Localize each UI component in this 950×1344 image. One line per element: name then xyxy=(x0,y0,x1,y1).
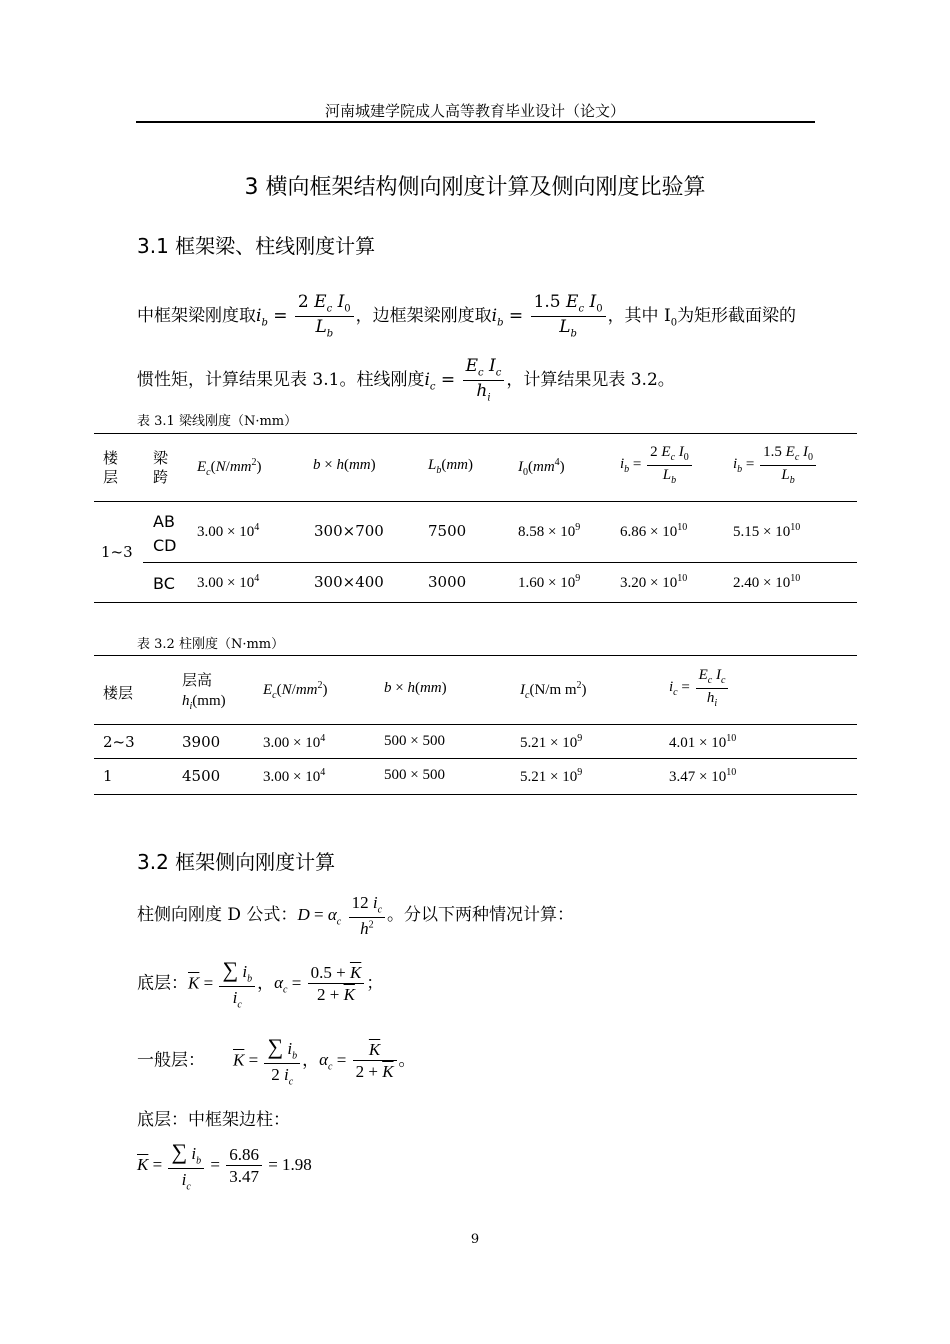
table2-row2-floor: 1 xyxy=(103,767,113,785)
table1-header-bh: b × h(mm) xyxy=(313,457,376,473)
table1-header-floor: 楼层 xyxy=(103,449,119,486)
bottom-mid-frame-label: 底层：中框架边柱： xyxy=(137,1110,290,1130)
table1-row1-bh: 300×700 xyxy=(314,522,384,540)
formula-general-floor: 一般层： $\overline{K}$ = $\frac{\sum i_b}{2 i_c}$ ，$\alpha_c$ = $\frac{\overline{K}}{2 + \overline{K}}$ 。 xyxy=(137,1034,416,1088)
page-number: 9 xyxy=(470,1232,480,1247)
table1-header-ib-edge: $i_b$ = $\frac{1.5 E_c I_0}{L_b}$ xyxy=(733,443,818,487)
table1-header-ec: $E_c(N/mm^2)$ xyxy=(197,457,262,478)
formula-d: $\frac{12 i_c}{h^2}$ xyxy=(349,892,385,939)
table1-caption: 表 3.1 梁线刚度（N·mm） xyxy=(137,414,298,429)
table2-caption: 表 3.2 柱刚度（N·mm） xyxy=(137,637,285,652)
table1-row1-lb: 7500 xyxy=(428,522,467,540)
table2-row1-ec: $3.00 \times 10^4$ xyxy=(263,733,326,751)
table1-row-rule xyxy=(143,562,857,563)
table2-row2-i: $3.47 \times 10^{10}$ xyxy=(669,767,737,785)
table2-row1-i: $4.01 \times 10^{10}$ xyxy=(669,733,737,751)
formula-ic: $\frac{E_c I_c}{h_i}$ xyxy=(463,356,505,405)
table1-row2-lb: 3000 xyxy=(428,573,467,591)
table1-header-i0: $I_0(mm^4)$ xyxy=(518,457,565,478)
formula-ib-mid: $\frac{2 E_c I_0}{L_b}$ xyxy=(295,292,354,341)
table2-row1-ic: $5.21 \times 10^9$ xyxy=(520,733,583,751)
table2-row2-height: 4500 xyxy=(182,767,221,785)
table2-header-i: $i_c$ = $\frac{E_c I_c}{h_i}$ xyxy=(669,666,730,710)
table1-top-rule xyxy=(94,433,857,434)
table2-row-rule xyxy=(94,758,857,759)
table1-row1-ec: $3.00 \times 10^4$ xyxy=(197,522,260,540)
table1-bottom-rule xyxy=(94,602,857,603)
table2-row1-height: 3900 xyxy=(182,733,221,751)
document-header: 河南城建学院成人高等教育毕业设计（论文） xyxy=(324,102,625,120)
table2-header-ic: $I_c(N/m$ $m^2$) xyxy=(520,680,587,701)
table2-row1-bh: 500 × 500 xyxy=(384,733,445,749)
table2-top-rule xyxy=(94,655,857,656)
table1-row1-ib2: $5.15 \times 10^{10}$ xyxy=(733,522,801,540)
header-rule xyxy=(136,121,815,123)
table2-header-ec: $E_c(N/mm^2)$ xyxy=(263,680,328,701)
table1-header-lb: $L_b(mm)$ xyxy=(428,457,474,476)
table1-row1-span: AB CD xyxy=(153,512,177,555)
section-title-3-1: 3.1 框架梁、柱线刚度计算 xyxy=(137,234,376,258)
table1-row2-span: BC xyxy=(153,574,175,593)
table2-header-height: 层高 $h_i(mm)$ xyxy=(182,671,226,712)
table1-row2-i0: $1.60 \times 10^9$ xyxy=(518,573,581,591)
table2-row2-ic: $5.21 \times 10^9$ xyxy=(520,767,583,785)
table2-bottom-rule xyxy=(94,794,857,795)
table1-row2-ec: $3.00 \times 10^4$ xyxy=(197,573,260,591)
table2-row2-ec: $3.00 \times 10^4$ xyxy=(263,767,326,785)
table1-row2-ib: $3.20 \times 10^{10}$ xyxy=(620,573,688,591)
table1-header-ib-mid: $i_b$ = $\frac{2 E_c I_0}{L_b}$ xyxy=(620,443,694,487)
section-title-3-2: 3.2 框架侧向刚度计算 xyxy=(137,850,336,874)
paragraph-column-stiffness: 惯性矩，计算结果见表 3.1。柱线刚度$i_c$ = $\frac{E_c I_c}{h_i}$ ，计算结果见表 3.2。 xyxy=(137,356,675,404)
formula-ib-edge: $\frac{1.5 E_c I_0}{L_b}$ xyxy=(531,292,606,341)
table2-header-bh: b × h(mm) xyxy=(384,680,447,696)
table1-header-span: 梁跨 xyxy=(153,449,169,486)
table1-floor-cell: 1~3 xyxy=(101,543,133,561)
chapter-title: 3 横向框架结构侧向刚度计算及侧向刚度比验算 xyxy=(244,175,706,200)
table1-row1-ib: $6.86 \times 10^{10}$ xyxy=(620,522,688,540)
table1-header-rule xyxy=(94,501,857,502)
paragraph-beam-stiffness: 中框架梁刚度取$i_b$ = $\frac{2 E_c I_0}{L_b}$ ，边框架梁刚度取$i_b$ = $\frac{1.5 E_c I_0}{L_b}$ ，其中 $I_0$为矩形截面梁的 xyxy=(137,292,797,340)
formula-k-result: $\overline{K}$ = $\frac{\sum i_b}{i_c}$ = $\frac{6.86}{3.47}$ = 1.98 xyxy=(137,1139,312,1193)
table1-row2-ib2: $2.40 \times 10^{10}$ xyxy=(733,573,801,591)
table2-header-rule xyxy=(94,724,857,725)
paragraph-d-formula: 柱侧向刚度 D 公式：$D = \alpha_c$ $\frac{12 i_c}{h^2}$ 。分以下两种情况计算： xyxy=(137,893,575,938)
table2-row1-floor: 2~3 xyxy=(103,733,135,751)
table2-header-floor: 楼层 xyxy=(103,684,134,702)
formula-bottom-floor: 底层：$\overline{K}$ = $\frac{\sum i_b}{i_c}$ ，$\alpha_c$ = $\frac{0.5 + \overline{K}}{2 + \overline{K}}$ ； xyxy=(137,957,384,1011)
table1-row1-i0: $8.58 \times 10^9$ xyxy=(518,522,581,540)
table1-row2-bh: 300×400 xyxy=(314,573,384,591)
table2-row2-bh: 500 × 500 xyxy=(384,767,445,783)
